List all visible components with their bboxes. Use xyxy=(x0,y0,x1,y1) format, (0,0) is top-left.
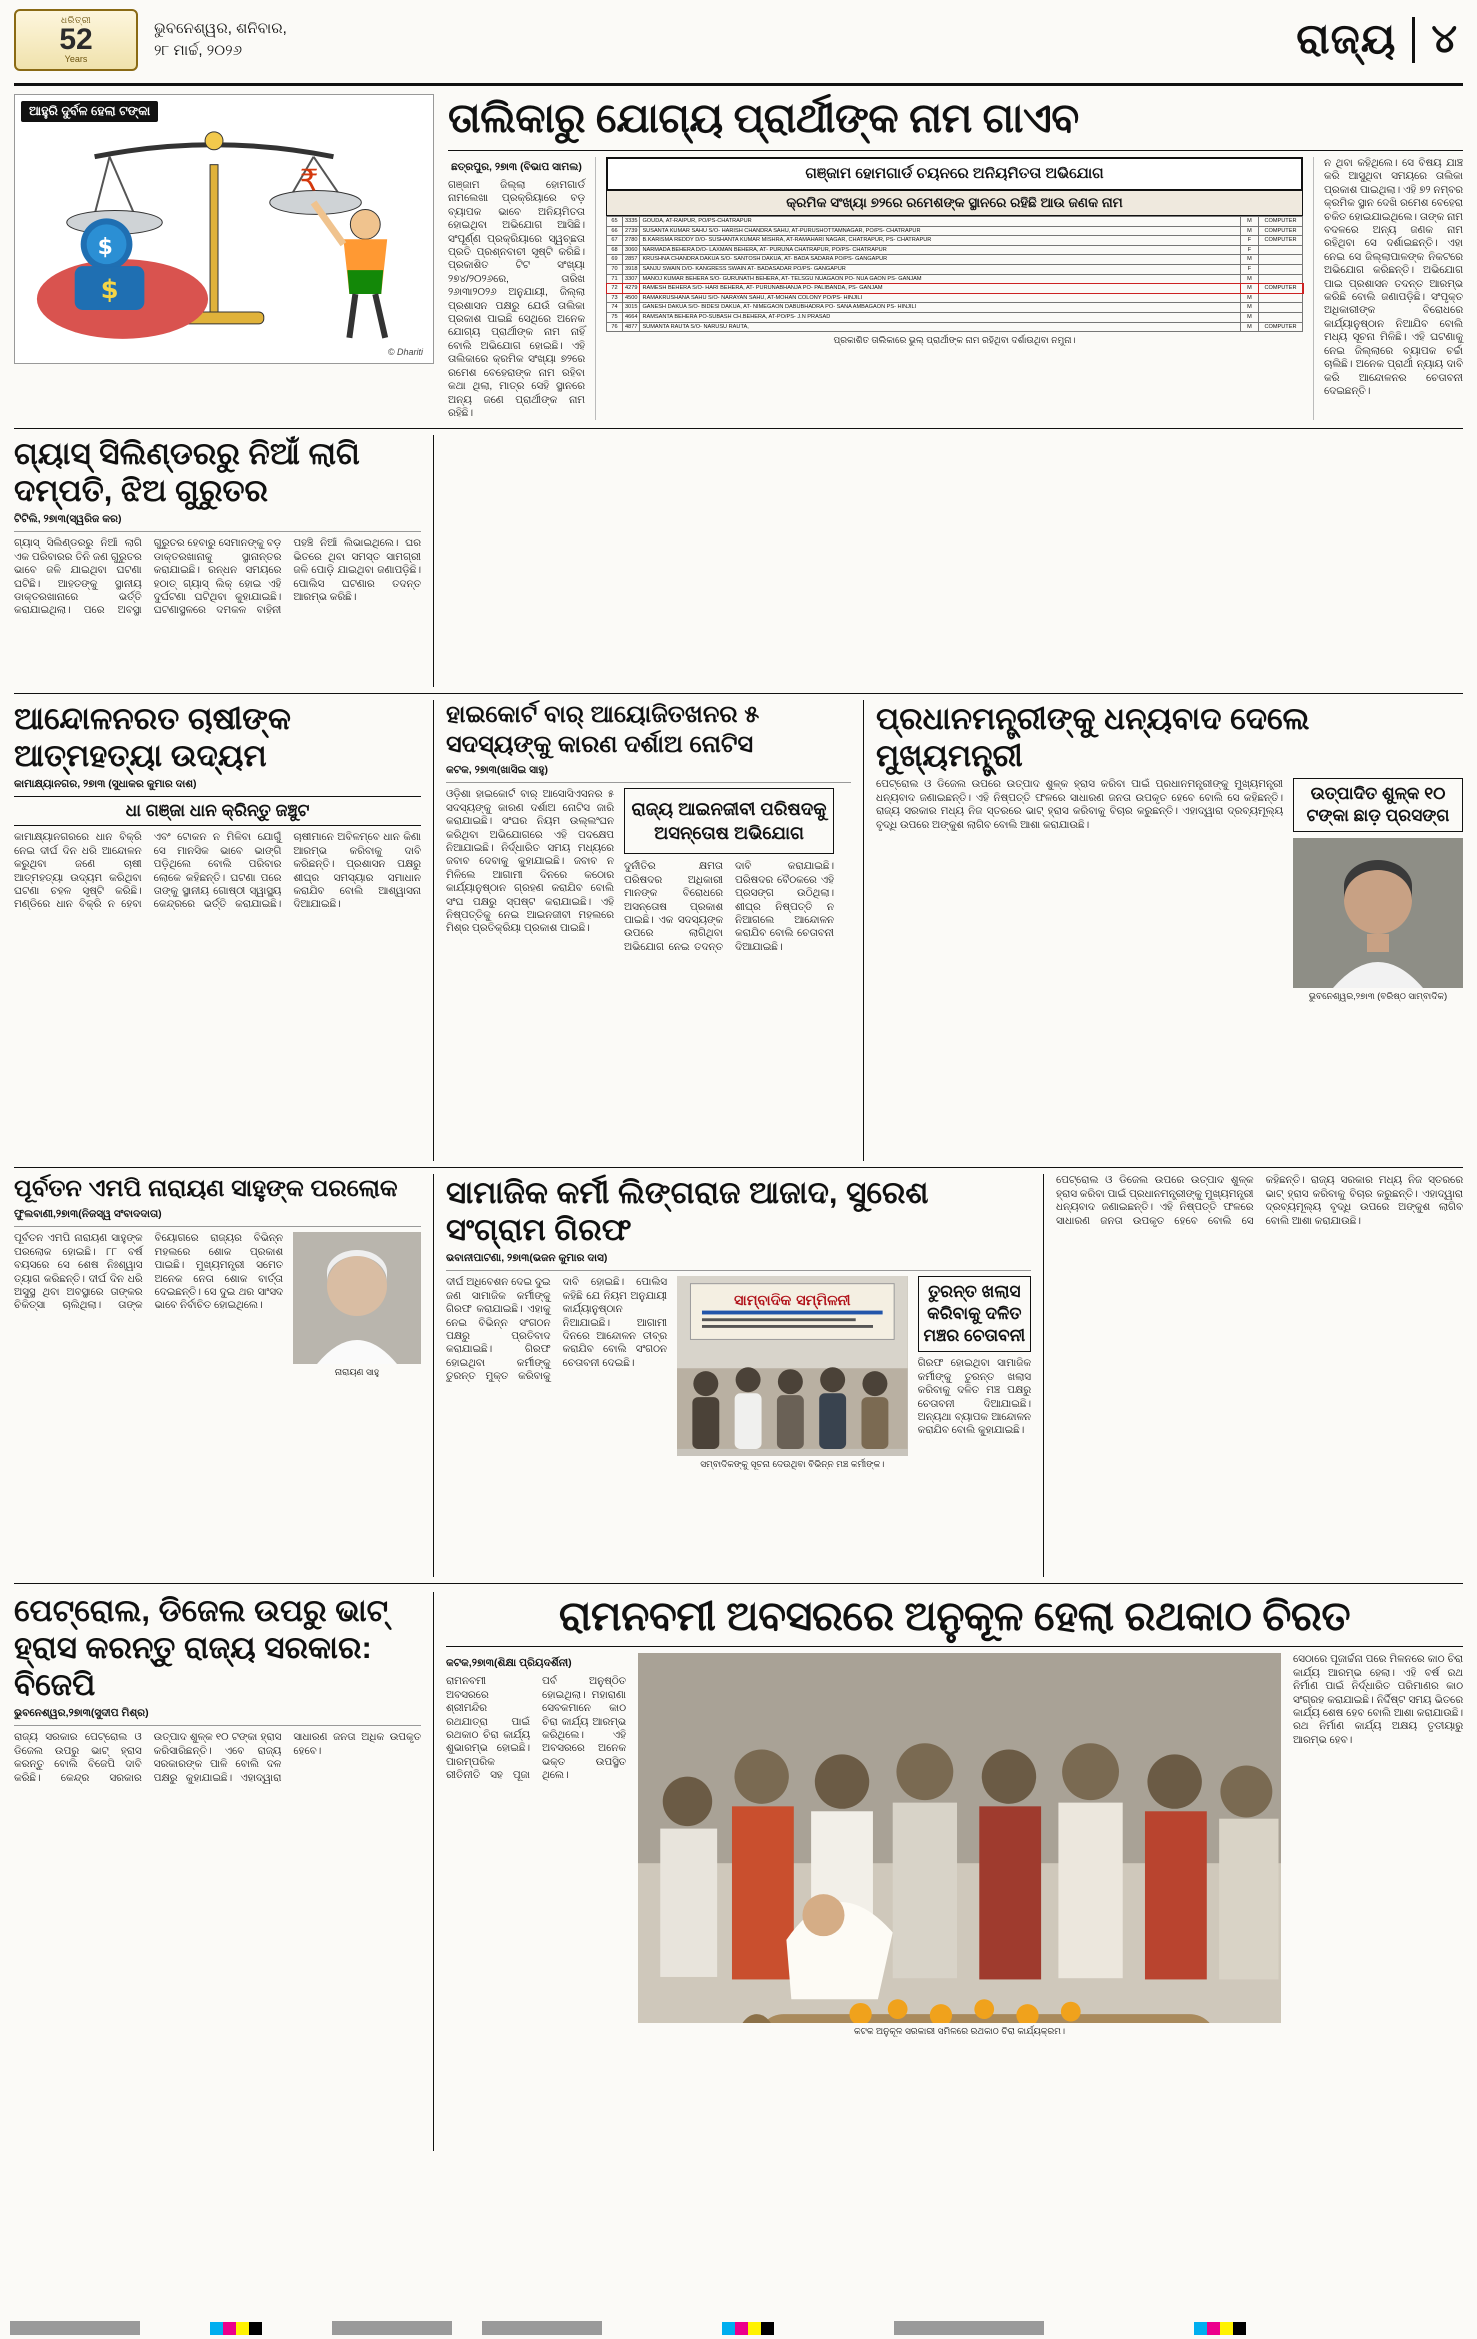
logo-top-text: ଧରିତ୍ରୀ xyxy=(60,15,92,25)
ram-photo-caption: କଟକ ଅନୁକୂଳ ସରକାରୀ ସମିଳରେ ରଥକାଠ ଚିରା କାର୍ଯ୍ୟକ୍ରମ। xyxy=(853,2026,1066,2037)
row-roll-number: 4279 xyxy=(623,284,640,294)
cmyk-bar-3 xyxy=(1194,2322,1246,2335)
row-roll-number: 2857 xyxy=(623,255,640,265)
table-row xyxy=(607,284,1303,294)
table-row xyxy=(607,245,1303,255)
section-title: ରାଜ୍ୟ xyxy=(1296,15,1397,62)
row-roll-number: 3918 xyxy=(623,264,640,274)
page-number: ୪ xyxy=(1431,17,1457,61)
lead-strap: କ୍ରମିକ ସଂଖ୍ୟା ୭୨ରେ ରମେଶଙ୍କ ସ୍ଥାନରେ ରହିଛି ଆଉ ଜଣକ ନାମ xyxy=(606,191,1303,216)
bjp-story xyxy=(14,1592,434,2151)
press-conference-photo xyxy=(677,1276,908,1456)
row-note: COMPUTER xyxy=(1259,322,1303,332)
svg-text:$: $ xyxy=(97,235,113,261)
row-gender: M xyxy=(1241,274,1259,284)
bjp-body: ରାଜ୍ୟ ସରକାର ପେଟ୍ରୋଲ ଓ ଡିଜେଲ ଉପରୁ ଭାଟ୍ ହ୍ରାସ କରନ୍ତୁ ବୋଲି ବିଜେପି ଦାବି କରିଛି। କେନ୍ଦ୍ର ସରକାର ଉତ୍ପାଦ ଶୁଳ୍କ ୧୦ ଟଙ୍କା ହ୍ରାସ କରିସାରିଛନ୍ତି। ଏବେ ରାଜ୍ୟ ସରକାରଙ୍କ ପାଳି ବୋଲି ଦଳ ପକ୍ଷରୁ କୁହାଯାଇଛି। ଏହାଦ୍ୱାରା ସାଧାରଣ ଜନତା ଅଧିକ ଉପକୃତ ହେବେ। xyxy=(14,1732,421,1784)
masthead-dateline xyxy=(154,18,287,62)
lead-table-caption: ପ୍ରକାଶିତ ତାଲିକାରେ ଭୁଲ୍ ପ୍ରାର୍ଥୀଙ୍କ ନାମ ରହିଥିବା ଦର୍ଶାଉଥିବା ନମୁନା। xyxy=(833,335,1076,346)
row-serial: 75 xyxy=(607,312,623,322)
lead-byline: ଛତ୍ରପୁର, ୨୭ା୩ (ବିଭାପ ସାମଲ) xyxy=(451,161,582,173)
table-row xyxy=(607,217,1303,227)
gas-body: ଗ୍ୟାସ୍ ସିଲିଣ୍ଡରରୁ ନିଆଁ ଲାଗି ଏକ ପରିବାରର ତିନି ଜଣ ଗୁରୁତର ଭାବେ ଜଳି ଯାଇଥିବା ଘଟଣା ଘଟିଛି। ଆହତଙ୍କୁ ସ୍ଥାନୀୟ ଡାକ୍ତରଖାନାରେ ଭର୍ତ୍ତି କରାଯାଇଥିଲା। ପରେ ଅବସ୍ଥା ଗୁରୁତର ହେବାରୁ ସେମାନଙ୍କୁ ବଡ଼ ଡାକ୍ତରଖାନାକୁ ସ୍ଥାନାନ୍ତର କରାଯାଇଛି। ରନ୍ଧନ ସମୟରେ ହଠାତ୍ ଗ୍ୟାସ୍ ଲିକ୍ ହୋଇ ଏହି ଦୁର୍ଘଟଣା ଘଟିଥିବା କୁହାଯାଇଛି। ଘଟଣାସ୍ଥଳରେ ଦମକଳ ବାହିନୀ ପହଞ୍ଚି ନିଆଁ ଲିଭାଇଥିଲେ। ଘର ଭିତରେ ଥିବା ସମସ୍ତ ସାମଗ୍ରୀ ଜଳି ପୋଡ଼ି ଯାଇଥିବା ଜଣାପଡ଼ିଛି। ପୋଲିସ ଘଟଣାର ତଦନ୍ତ ଆରମ୍ଭ କରିଛି। xyxy=(14,538,421,617)
cartoon-signature: © Dhariti xyxy=(387,347,423,357)
row-roll-number: 4664 xyxy=(623,312,640,322)
hc-body: ଓଡ଼ିଶା ହାଇକୋର୍ଟ ବାର୍ ଆସୋସିଏସନର ୫ ସଦସ୍ୟଙ୍କୁ କାରଣ ଦର୍ଶାଅ ନୋଟିସ ଜାରି କରାଯାଇଛି। ସଂଘର ନିୟମ ଉଲ୍ଲଂଘନ କରିଥିବା ଅଭିଯୋଗରେ ଏହି ପଦକ୍ଷେପ ନିଆଯାଇଛି। ନିର୍ଦ୍ଧାରିତ ସମୟ ମଧ୍ୟରେ ଜବାବ ଦେବାକୁ କୁହାଯାଇଛି। ଜବାବ ନ ମିଳିଲେ ଆଗାମୀ ଦିନରେ କଠୋର କାର୍ଯ୍ୟାନୁଷ୍ଠାନ ଗ୍ରହଣ କରାଯିବ ବୋଲି ସଂଘ ପକ୍ଷରୁ ସ୍ପଷ୍ଟ କରାଯାଇଛି। ଏହି ନିଷ୍ପତ୍ତିକୁ ନେଇ ଆଇନଜୀବୀ ମହଲରେ ମିଶ୍ର ପ୍ରତିକ୍ରିୟା ପ୍ରକାଶ ପାଇଛି। xyxy=(446,789,614,935)
table-row xyxy=(607,303,1303,313)
cm-photo xyxy=(1293,838,1463,988)
editorial-cartoon xyxy=(14,94,434,364)
arrest-story xyxy=(434,1174,1044,1577)
ram-byline: କଟକ,୨୭ା୩(ଶିକ୍ଷା ପ୍ରିୟଦର୍ଶିନୀ) xyxy=(446,1657,572,1670)
pm-story xyxy=(864,700,1463,1161)
grey-bar-4 xyxy=(894,2321,1044,2335)
row-candidate-detail: SANJU SWAIN D/O- KANGRESS SWAIN AT- BADASADAR PO/PS- GANGAPUR xyxy=(640,264,1241,274)
grey-bar-3 xyxy=(482,2321,602,2335)
pm-body: ପେଟ୍ରୋଲ ଓ ଡିଜେଲ ଉପରେ ଉତ୍ପାଦ ଶୁଳ୍କ ହ୍ରାସ କରିବା ପାଇଁ ପ୍ରଧାନମନ୍ତ୍ରୀଙ୍କୁ ମୁଖ୍ୟମନ୍ତ୍ରୀ ଧନ୍ୟବାଦ ଜଣାଇଛନ୍ତି। ଏହି ନିଷ୍ପତ୍ତି ଫଳରେ ସାଧାରଣ ଜନତା ଉପକୃତ ହେବେ ବୋଲି ସେ କହିଛନ୍ତି। ରାଜ୍ୟ ସରକାର ମଧ୍ୟ ନିଜ ସ୍ତରରେ ଭାଟ୍ ହ୍ରାସ କରିବାକୁ ବିଚାର କରୁଛନ୍ତି। ଏହାଦ୍ୱାରା ଦ୍ରବ୍ୟମୂଲ୍ୟ ବୃଦ୍ଧି ଉପରେ ଅଙ୍କୁଶ ଲାଗିବ ବୋଲି ଆଶା କରାଯାଉଛି। xyxy=(876,779,1283,831)
row-roll-number: 2780 xyxy=(623,236,640,246)
lead-text-col1: ଗଞ୍ଜାମ ଜିଲ୍ଲା ହୋମଗାର୍ଡ ନାମଲେଖା ପ୍ରକ୍ରିୟାରେ ବଡ଼ ବ୍ୟାପକ ଭାବେ ଅନିୟମିତତା ହୋଇଥିବା ଅଭିଯୋଗ ଆସିଛି। ସଂପୂର୍ଣ୍ଣ ପ୍ରକ୍ରିୟାରେ ସ୍ୱଚ୍ଛତା ପ୍ରତି ପ୍ରଶ୍ନବାଚୀ ସୃଷ୍ଟି କରିଛି। ପ୍ରକାଶିତ ଟିଟ ସଂଖ୍ୟା ୨୭୪/୨୦୨୬ରେ, ତାରିଖ ୨୬ା୩ା୨୦୨୬ ଅନୁଯାୟୀ, ଜିଲ୍ଲା ପ୍ରଶାସନ ପକ୍ଷରୁ ଯେଉଁ ତାଲିକା ପ୍ରକାଶ ପାଇଛି ସେଥିରେ ଅନେକ ଯୋଗ୍ୟ ପ୍ରାର୍ଥୀଙ୍କ ନାମ ନାହିଁ ବୋଲି ଅଭିଯୋଗ ହୋଇଛି। ଏହି ତାଲିକାରେ କ୍ରମିକ ସଂଖ୍ୟା ୭୨ରେ ରମେଶ ବେହେରାଙ୍କ ନାମ ରହିବା କଥା ଥିଲା, ମାତ୍ର ସେହି ସ୍ଥାନରେ ଅନ୍ୟ ଜଣେ ପ୍ରାର୍ଥୀଙ୍କ ନାମ ରହିଛି। xyxy=(448,180,585,419)
cmyk-bar-2 xyxy=(722,2322,774,2335)
row-candidate-detail: RAMAKRUSHANA SAHU S/O- NARAYAN SAHU, AT-MOHAN COLONY PO/PS- HINJILI xyxy=(640,293,1241,303)
row-gender: M xyxy=(1241,312,1259,322)
lead-subhead: ଗଞ୍ଜାମ ହୋମଗାର୍ଡ ଚୟନରେ ଅନିୟମିତତା ଅଭିଯୋଗ xyxy=(606,157,1303,191)
press-color-bars xyxy=(0,2317,1477,2339)
ramnavami-story xyxy=(434,1592,1463,2151)
bjp-headline: ପେଟ୍ରୋଲ, ଡିଜେଲ ଉପରୁ ଭାଟ୍ ହ୍ରାସ କରନ୍ତୁ ରାଜ୍ୟ ସରକାର: ବିଜେପି xyxy=(14,1593,389,1703)
dharitri-anniversary-logo xyxy=(14,9,138,71)
lead-headline: ତାଲିକାରୁ ଯୋଗ୍ୟ ପ୍ରାର୍ଥୀଙ୍କ ନାମ ଗାଏବ xyxy=(448,95,1079,141)
mp-body: ପୂର୍ବତନ ଏମପି ନାରାୟଣ ସାହୁଙ୍କ ପରଲୋକ ହୋଇଛି। ୮୮ ବର୍ଷ ବୟସରେ ସେ ଶେଷ ନିଃଶ୍ୱାସ ତ୍ୟାଗ କରିଛନ୍ତି। ଦୀର୍ଘ ଦିନ ଧରି ଅସୁସ୍ଥ ଥିବା ଅବସ୍ଥାରେ ତାଙ୍କର ଚିକିତ୍ସା ଚାଲିଥିଲା। ତାଙ୍କ ବିୟୋଗରେ ରାଜ୍ୟର ବିଭିନ୍ନ ମହଲରେ ଶୋକ ପ୍ରକାଶ ପାଇଛି। ମୁଖ୍ୟମନ୍ତ୍ରୀ ସମେତ ଅନେକ ନେତା ଶୋକ ବାର୍ତ୍ତା ଦେଇଛନ୍ତି। ସେ ଦୁଇ ଥର ସାଂସଦ ଭାବେ ନିର୍ବାଚିତ ହୋଇଥିଲେ। xyxy=(14,1233,283,1312)
tribal-box-title: ରାଜ୍ୟ ଆଇନଜୀବୀ ପରିଷଦକୁ ଅସନ୍ତୋଷ ଅଭିଯୋଗ xyxy=(624,788,834,854)
grey-bar-2 xyxy=(332,2321,452,2335)
row-gender: M xyxy=(1241,255,1259,265)
row-gender: M xyxy=(1241,322,1259,332)
row-note xyxy=(1259,255,1303,265)
row-serial: 67 xyxy=(607,236,623,246)
ram-right-body: ସେଠାରେ ପୂଜାର୍ଚ୍ଚନା ପରେ ମିଳନରେ କାଠ ଚିରା କାର୍ଯ୍ୟ ଆରମ୍ଭ ହେଲା। ଏହି ବର୍ଷ ରଥ ନିର୍ମାଣ ପାଇଁ ନିର୍ଦ୍ଧାରିତ ପରିମାଣର କାଠ ସଂଗ୍ରହ କରାଯାଇଛି। ନିର୍ଦ୍ଦିଷ୍ଟ ସମୟ ଭିତରେ କାର୍ଯ୍ୟ ଶେଷ ହେବ ବୋଲି ଆଶା କରାଯାଉଛି। ରଥ ନିର୍ମାଣ କାର୍ଯ୍ୟ ଅକ୍ଷୟ ତୃତୀୟାରୁ ଆରମ୍ଭ ହେବ। xyxy=(1293,1654,1463,1746)
row-roll-number: 3060 xyxy=(623,245,640,255)
row-candidate-detail: KRUSHNA CHANDRA DAKUA S/O- SANTOSH DAKUA, AT- BADA SADARA PO/PS- GANGAPUR xyxy=(640,255,1241,265)
row-note: COMPUTER xyxy=(1259,284,1303,294)
tribal-body: ଦୁର୍ନୀତିର କ୍ଷମତା ପରିଷଦର ଅଧିକାରୀ ମାନଙ୍କ ବିରୋଧରେ ଅସନ୍ତୋଷ ପ୍ରକାଶ ପାଇଛି। ଏକ ସଦସ୍ୟଙ୍କ ଉପରେ ଲାଗିଥିବା ଅଭିଯୋଗ ନେଇ ତଦନ୍ତ ଦାବି କରାଯାଇଛି। ପରିଷଦର ବୈଠକରେ ଏହି ପ୍ରସଙ୍ଗ ଉଠିଥିଲା। ଶୀଘ୍ର ନିଷ୍ପତ୍ତି ନ ନିଆଗଲେ ଆନ୍ଦୋଳନ କରାଯିବ ବୋଲି ଚେତାବନୀ ଦିଆଯାଇଛି। xyxy=(624,861,834,953)
row-note xyxy=(1259,312,1303,322)
grey-bar-1 xyxy=(10,2321,140,2335)
row-note xyxy=(1259,274,1303,284)
row-candidate-detail: GOUDA, AT-RAIPUR, PO/PS-CHATRAPUR xyxy=(640,217,1241,227)
arrest-photo-caption: ସମ୍ବାଦିକଙ୍କୁ ସୂଚନା ଦେଉଥିବା ବିଭିନ୍ନ ମଞ୍ଚ କର୍ମୀଙ୍କ। xyxy=(700,1459,885,1470)
row-note xyxy=(1259,264,1303,274)
gas-byline: ଟିଟିଲି, ୨୭ା୩(ସ୍ୱରିଜ କର) xyxy=(14,513,122,526)
mp-photo xyxy=(293,1232,421,1364)
svg-text:$: $ xyxy=(100,275,119,306)
farmer-body: କାମାକ୍ଷ୍ୟାନଗରରେ ଧାନ ବିକ୍ରି ନେଇ ଦୀର୍ଘ ଦିନ ଧରି ଆନ୍ଦୋଳନ କରୁଥିବା ଜଣେ ଚାଷୀ ଆତ୍ମହତ୍ୟା ଉଦ୍ୟମ କରିଥିବା ଘଟଣା ଚହଳ ସୃଷ୍ଟି କରିଛି। ମଣ୍ଡିରେ ଧାନ ବିକ୍ରି ନ ହେବା ଏବଂ ଟୋକନ ନ ମିଳିବା ଯୋଗୁଁ ସେ ମାନସିକ ଭାବେ ଭାଙ୍ଗି ପଡ଼ିଥିଲେ ବୋଲି ପରିବାର ଲୋକେ କହିଛନ୍ତି। ଘଟଣା ପରେ ତାଙ୍କୁ ସ୍ଥାନୀୟ ଗୋଷ୍ଠୀ ସ୍ୱାସ୍ଥ୍ୟ କେନ୍ଦ୍ରରେ ଭର୍ତ୍ତି କରାଯାଇଛି। ଚାଷୀମାନେ ଅବିଳମ୍ବେ ଧାନ କିଣା ଆରମ୍ଭ କରିବାକୁ ଦାବି କରିଛନ୍ତି। ପ୍ରଶାସନ ପକ୍ଷରୁ ଶୀଘ୍ର ସମସ୍ୟାର ସମାଧାନ କରାଯିବ ବୋଲି ଆଶ୍ୱାସନା ଦିଆଯାଇଛି। xyxy=(14,832,421,911)
row-serial: 70 xyxy=(607,264,623,274)
section-divider xyxy=(1412,17,1415,63)
row-note: COMPUTER xyxy=(1259,236,1303,246)
row-four-right-text: ପେଟ୍ରୋଲ ଓ ଡିଜେଲ ଉପରେ ଉତ୍ପାଦ ଶୁଳ୍କ ହ୍ରାସ କରିବା ପାଇଁ ପ୍ରଧାନମନ୍ତ୍ରୀଙ୍କୁ ମୁଖ୍ୟମନ୍ତ୍ରୀ ଧନ୍ୟବାଦ ଜଣାଇଛନ୍ତି। ଏହି ନିଷ୍ପତ୍ତି ଫଳରେ ସାଧାରଣ ଜନତା ଉପକୃତ ହେବେ ବୋଲି ସେ କହିଛନ୍ତି। ରାଜ୍ୟ ସରକାର ମଧ୍ୟ ନିଜ ସ୍ତରରେ ଭାଟ୍ ହ୍ରାସ କରିବାକୁ ବିଚାର କରୁଛନ୍ତି। ଏହାଦ୍ୱାରା ଦ୍ରବ୍ୟମୂଲ୍ୟ ବୃଦ୍ଧି ଉପରେ ଅଙ୍କୁଶ ଲାଗିବ ବୋଲି ଆଶା କରାଯାଉଛି। xyxy=(1056,1175,1463,1227)
row-serial: 71 xyxy=(607,274,623,284)
row-serial: 72 xyxy=(607,284,623,294)
row-candidate-detail: GANESH DAKUA S/O- BIDESI DAKUA, AT- NIMEGAON DABUBHADRA PO- SANA AMBAGAON PS- HINJILI xyxy=(640,303,1241,313)
cartoon-block xyxy=(14,94,434,420)
masthead-place: ଭୁବନେଶ୍ୱର, ଶନିବାର, xyxy=(154,19,287,37)
pm-byline: ଭୁବନେଶ୍ୱର,୨୭ା୩ (ବରିଷ୍ଠ ସାମ୍ବାଦିକ) xyxy=(1308,991,1448,1002)
mp-byline: ଫୁଲବାଣୀ,୨୭ା୩(ନିଜସ୍ୱ ସଂବାଦଦାତା) xyxy=(14,1208,162,1221)
dalit-box-title: ତୁରନ୍ତ ଖଲାସ କରିବାକୁ ଦଳିତ ମଞ୍ଚର ଚେତାବନୀ xyxy=(918,1276,1031,1352)
row-serial: 65 xyxy=(607,217,623,227)
row-serial: 73 xyxy=(607,293,623,303)
row-three-stories xyxy=(14,700,1463,1161)
row-gender: M xyxy=(1241,293,1259,303)
row-gender: F xyxy=(1241,236,1259,246)
top-block xyxy=(14,94,1463,420)
masthead-section-block xyxy=(1296,15,1463,64)
row-candidate-detail: NARMADA BEHERA D/O- LAXMAN BEHERA, AT- PURUNA CHATRAPUR, PO/PS- CHATRAPUR xyxy=(640,245,1241,255)
cmyk-bar-1 xyxy=(210,2322,262,2335)
arrest-byline: ଭବାନୀପାଟଣା, ୨୭ା୩(ଭଜନ କୁମାର ଦାସ) xyxy=(446,1252,608,1265)
logo-years-number: 52 xyxy=(59,23,93,56)
row-serial: 68 xyxy=(607,245,623,255)
pm-headline: ପ୍ରଧାନମନ୍ତ୍ରୀଙ୍କୁ ଧନ୍ୟବାଦ ଦେଲେ ମୁଖ୍ୟମନ୍ତ୍ରୀ xyxy=(876,701,1310,774)
row-gender: M xyxy=(1241,226,1259,236)
hc-headline: ହାଇକୋର୍ଟ ବାର୍ ଆୟୋଜିତଖନର ୫ ସଦସ୍ୟଙ୍କୁ କାରଣ ଦର୍ଶାଅ ନୋଟିସ xyxy=(446,701,760,759)
dalit-box-body: ଗିରଫ ହୋଇଥିବା ସାମାଜିକ କର୍ମୀଙ୍କୁ ତୁରନ୍ତ ଖଲାସ କରିବାକୁ ଦଳିତ ମଞ୍ଚ ପକ୍ଷରୁ ଚେତାବନୀ ଦିଆଯାଇଛି। ଅନ୍ୟଥା ବ୍ୟାପକ ଆନ୍ଦୋଳନ କରାଯିବ ବୋଲି କୁହାଯାଇଛି। xyxy=(917,1358,1031,1437)
farmer-subhead: ଧା ଗଞ୍ଜା ଧାନ କ୍ରିନ୍ତୁ ଜଞ୍ଚୁଟ xyxy=(14,796,421,826)
masthead-date: ୨୮ ମାର୍ଚ୍ଚ, ୨୦୨୬ xyxy=(154,41,242,59)
table-row xyxy=(607,274,1303,284)
highcourt-story xyxy=(434,700,864,1161)
row-serial: 74 xyxy=(607,303,623,313)
row-gender: F xyxy=(1241,245,1259,255)
farmer-story xyxy=(14,700,434,1161)
row-roll-number: 4877 xyxy=(623,322,640,332)
row-note: COMPUTER xyxy=(1259,217,1303,227)
farmer-byline: କାମାକ୍ଷ୍ୟାନଗର, ୨୭ା୩ (ସୁଧାକର କୁମାର ଦାଶ) xyxy=(14,778,197,791)
row-note xyxy=(1259,245,1303,255)
mp-photo-caption: ନାରାୟଣ ସାହୁ xyxy=(334,1367,380,1378)
row-note xyxy=(1259,303,1303,313)
row-gender: M xyxy=(1241,217,1259,227)
row-candidate-detail: SUSANTA KUMAR SAHU S/O- HARISH CHANDRA SAHU, AT-PURUSHOTTAMNAGAR, PO/PS- CHATRAPUR xyxy=(640,226,1241,236)
rath-wood-photo xyxy=(638,1653,1281,2023)
row-gas xyxy=(14,435,1463,687)
table-row xyxy=(607,226,1303,236)
row-serial: 76 xyxy=(607,322,623,332)
table-row xyxy=(607,322,1303,332)
gas-headline: ଗ୍ୟାସ୍ ସିଲିଣ୍ଡରରୁ ନିଆଁ ଲାଗି ଦମ୍ପତି, ଝିଅ ଗୁରୁତର xyxy=(14,436,360,509)
lead-text-right: ନ ଥିବା କହିଥିଲେ। ସେ ବିଷୟ ଯାଞ୍ଚ କରି ଆସୁଥିବା ସମୟରେ ତାଲିକା ପ୍ରକାଶ ପାଇଥିଲା। ଏହି ୭୨ ନମ୍ବର କ୍ରମିକ ସ୍ଥାନ ଦେଖି ରମେଶ ବେହେରା ଚକିତ ହୋଇଯାଇଥିଲେ। ତାଙ୍କ ନାମ ବଦଳରେ ଅନ୍ୟ ଜଣକ ନାମ ରହିଥିବା ସେ ଦର୍ଶାଇଛନ୍ତି। ଏହା ନେଇ ସେ ଜିଲ୍ଲାପାଳଙ୍କ ନିକଟରେ ଅଭିଯୋଗ କରିଛନ୍ତି। ଅଭିଯୋଗ ପାଇ ପ୍ରଶାସନ ତଦନ୍ତ ଆରମ୍ଭ କରିଛି ବୋଲି ଜଣାପଡ଼ିଛି। ସଂପୃକ୍ତ ଅଧିକାରୀଙ୍କ ବିରୋଧରେ କାର୍ଯ୍ୟାନୁଷ୍ଠାନ ନିଆଯିବ ବୋଲି ମଧ୍ୟ ସୂଚନା ମିଳିଛି। ଏହି ଘଟଣାକୁ ନେଇ ଜିଲ୍ଲାରେ ବ୍ୟାପକ ଚର୍ଚ୍ଚା ଚାଲିଛି। ଅନେକ ପ୍ରାର୍ଥୀ ନ୍ୟାୟ ଦାବି କରି ଆନ୍ଦୋଳନର ଚେତାବନୀ ଦେଇଛନ୍ତି। xyxy=(1324,158,1463,397)
row-roll-number: 3335 xyxy=(623,217,640,227)
row-roll-number: 3307 xyxy=(623,274,640,284)
table-row xyxy=(607,293,1303,303)
arrest-body: ଦୀର୍ଘ ଅଧିବେଶନ ଦେଇ ଦୁଇ ଜଣ ସାମାଜିକ କର୍ମୀଙ୍କୁ ଗିରଫ କରାଯାଇଛି। ଏହାକୁ ନେଇ ବିଭିନ୍ନ ସଂଗଠନ ପକ୍ଷରୁ ପ୍ରତିବାଦ କରାଯାଇଛି। ଗିରଫ ହୋଇଥିବା କର୍ମୀଙ୍କୁ ତୁରନ୍ତ ମୁକ୍ତ କରିବାକୁ ଦାବି ହୋଇଛି। ପୋଲିସ କହିଛି ଯେ ନିୟମ ଅନୁଯାୟୀ କାର୍ଯ୍ୟାନୁଷ୍ଠାନ ନିଆଯାଇଛି। ଆଗାମୀ ଦିନରେ ଆନ୍ଦୋଳନ ତୀବ୍ର କରାଯିବ ବୋଲି ସଂଗଠନ ଚେତାବନୀ ଦେଇଛି। xyxy=(446,1277,667,1383)
lead-story xyxy=(434,94,1463,420)
cartoon-caption-tag: ଆହୁରି ଦୁର୍ବଳ ହେଲା ଟଙ୍କା xyxy=(21,101,158,122)
pm-kicker: ଉତ୍ପାଦିତ ଶୁଳ୍କ ୧୦ ଟଙ୍କା ଛାଡ଼ ପ୍ରସଙ୍ଗ xyxy=(1293,778,1463,832)
row-five xyxy=(14,1592,1463,2151)
row-note: COMPUTER xyxy=(1259,226,1303,236)
row-candidate-detail: RAMSANTA BEHERA PO-SUBASH CH.BEHERA, AT-PO/PS- J.N PRASAD xyxy=(640,312,1241,322)
row-gender: M xyxy=(1241,284,1259,294)
table-row xyxy=(607,255,1303,265)
row-candidate-detail: MANOJ KUMAR BEHERA S/O- GURUNATH BEHERA, AT- TELSGU NUAGAON PO- NUA GAON PS- GANJAM xyxy=(640,274,1241,284)
row-four xyxy=(14,1174,1463,1577)
row-candidate-detail: SUMANTA RAUTA S/O- NARUSU RAUTA, xyxy=(640,322,1241,332)
farmer-headline: ଆନ୍ଦୋଳନରତ ଚାଷୀଙ୍କ ଆତ୍ମହତ୍ୟା ଉଦ୍ୟମ xyxy=(14,701,291,774)
mp-headline: ପୂର୍ବତନ ଏମପି ନାରାୟଣ ସାହୁଙ୍କ ପରଲୋକ xyxy=(14,1175,398,1203)
cartoon-art xyxy=(15,95,433,364)
arrest-headline: ସାମାଜିକ କର୍ମୀ ଲିଙ୍ଗରାଜ ଆଜାଦ, ସୁରେଶ ସଂଗ୍ରାମ ଗିରଫ xyxy=(446,1175,929,1248)
table-row xyxy=(607,264,1303,274)
ram-headline: ରାମନବମୀ ଅବସରରେ ଅନୁକୂଳ ହେଲା ରଥକାଠ ଚିରତ xyxy=(558,1593,1351,1640)
hc-byline: କଟକ, ୨୭ା୩(ଖାସିଇ ସାହୁ) xyxy=(446,764,549,777)
homeguard-list-table xyxy=(606,216,1303,332)
svg-text:₹: ₹ xyxy=(299,163,319,199)
bjp-byline: ଭୁବନେଶ୍ୱର,୨୭ା୩(ସୁଦୀପ ମିଶ୍ର) xyxy=(14,1707,149,1720)
row-gender: M xyxy=(1241,303,1259,313)
mp-obituary xyxy=(14,1174,434,1577)
table-row xyxy=(607,312,1303,322)
svg-text:ସାମ୍ବାଦିକ ସମ୍ମିଳନୀ: ସାମ୍ବାଦିକ ସମ୍ମିଳନୀ xyxy=(734,1293,851,1310)
row-serial: 69 xyxy=(607,255,623,265)
row-four-right-col xyxy=(1044,1174,1463,1577)
masthead xyxy=(14,0,1463,86)
row-serial: 66 xyxy=(607,226,623,236)
ram-body: ରାମନବମୀ ଅବସରରେ ଶ୍ରୀମନ୍ଦିର ରଥଯାତ୍ରା ପାଇଁ ରଥକାଠ ଚିରା କାର୍ଯ୍ୟ ଶୁଭାରମ୍ଭ ହୋଇଛି। ପାରମ୍ପରିକ ରୀତିନୀତି ସହ ପୂଜା ପର୍ବ ଅନୁଷ୍ଠିତ ହୋଇଥିଲା। ମହାରାଣା ସେବକମାନେ କାଠ ଚିରା କାର୍ଯ୍ୟ ଆରମ୍ଭ କରିଥିଲେ। ଏହି ଅବସରରେ ଅନେକ ଭକ୍ତ ଉପସ୍ଥିତ ଥିଲେ। xyxy=(446,1676,626,1782)
row-candidate-detail: B.KARISMA REDDY D/O- SUSHANTA KUMAR MISHRA, AT-RAMAHARI NAGAR, CHATRAPUR, PS- CHATRAPUR xyxy=(640,236,1241,246)
row-gender: F xyxy=(1241,264,1259,274)
row-roll-number: 3015 xyxy=(623,303,640,313)
row-roll-number: 2739 xyxy=(623,226,640,236)
table-row xyxy=(607,236,1303,246)
logo-years-label: Years xyxy=(64,54,88,64)
row-candidate-detail: RAMESH BEHERA S/O- HARI BEHERA, AT- PURUNABHANJA PO- PALIBANDA, PS- GANJAM xyxy=(640,284,1241,294)
row-note xyxy=(1259,293,1303,303)
row-roll-number: 4500 xyxy=(623,293,640,303)
